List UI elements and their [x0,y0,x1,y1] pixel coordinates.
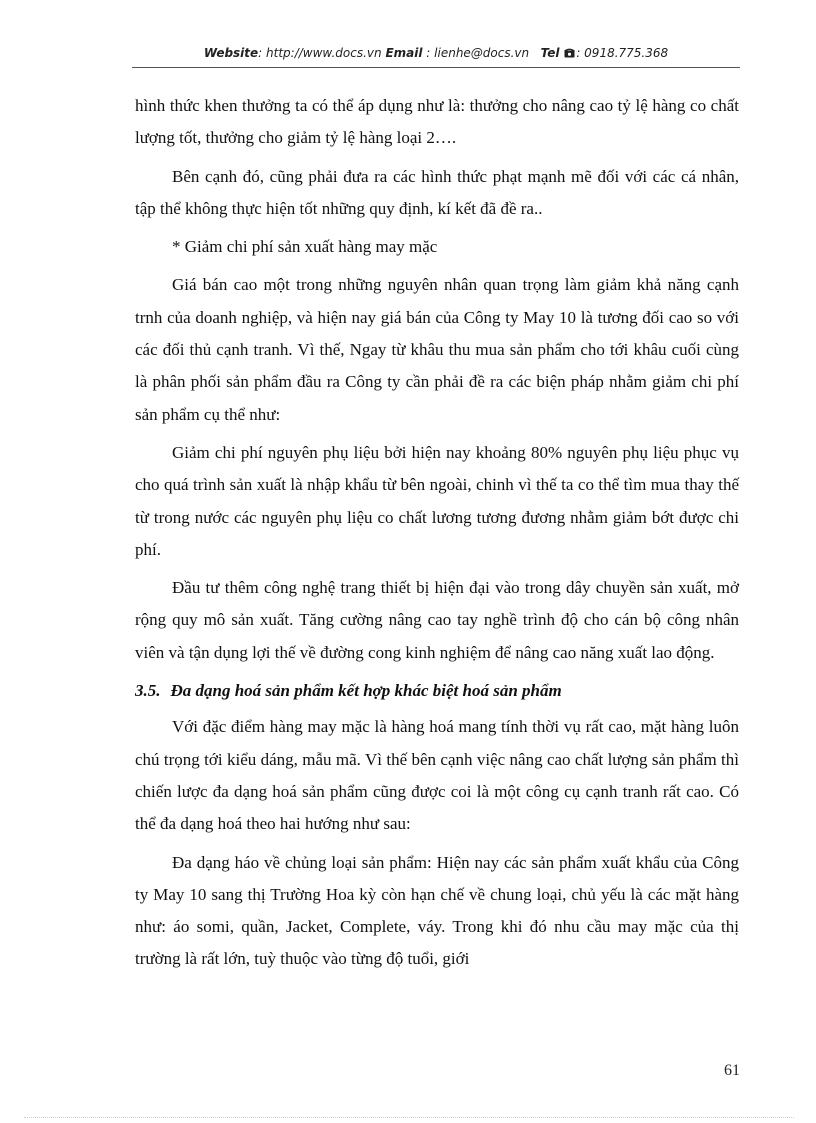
footer-divider [24,1117,794,1118]
email-address[interactable]: lienhe@docs.vn [434,46,530,60]
website-label: Website [203,46,259,60]
tel-number: 0918.775.368 [584,46,669,60]
paragraph-rewards: hình thức khen thưởng ta có thể áp dụng như là: thưởng cho nâng cao tỷ lệ hàng co chất lượng tốt, thưởng cho giảm tỷ lệ hàng loại 2…. [135,96,739,148]
section-number: 3.5. [135,681,161,701]
tel-label: Tel [540,46,560,60]
bullet-reduce-cost: * Giảm chi phí sản xuất hàng may mặc [172,237,438,257]
tel-separator: : [576,46,585,60]
paragraph-penalties: Bên cạnh đó, cũng phải đưa ra các hình thức phạt mạnh mẽ đối với các cá nhân, tập thể không thực hiện tốt những quy định, kí kết đã đề ra.. [135,166,739,218]
paragraph-product-diversification: Đa dạng háo về chủng loại sản phẩm: Hiện nay các sản phẩm xuất khẩu của Công ty May 10 sang thị Trường Hoa kỳ còn hạn chế về chung loại, chủ yếu là các mặt hàng như: áo somi, quần, Jacket, Complete, váy. Trong khi đó nhu cầu may mặc của thị trường là rất lớn, tuỳ thuộc vào từng độ tuổi, giới [135,852,739,969]
telephone-icon [564,48,575,58]
paragraph-technology-investment: Đầu tư thêm công nghệ trang thiết bị hiện đại vào trong dây chuyền sản xuất, mở rộng quy mô sản xuất. Tăng cường nâng cao tay nghề trình độ cho cán bộ công nhân viên và tận dụng lợi thế về đường cong kinh nghiệm để nâng cao năng xuất lao động. [135,578,739,662]
header-divider [132,67,740,68]
email-label: Email [385,46,423,60]
email-separator: : [422,46,435,60]
paragraph-seasonal-products: Với đặc điểm hàng may mặc là hàng hoá mang tính thời vụ rất cao, mặt hàng luôn chú trọng tới kiểu dáng, mẫu mã. Vì thế bên cạnh việc nâng cao chất lượng sản phẩm thì chiến lược đa dạng hoá sản phẩm cũng được coi là một công cụ cạnh tranh rất cao. Có thể đa dạng hoá theo hai hướng như sau: [135,717,739,834]
section-title: Đa dạng hoá sản phẩm kết hợp khác biệt hoá sản phẩm [170,681,562,701]
section-heading [135,675,739,707]
paragraph-high-price: Giá bán cao một trong những nguyên nhân quan trọng làm giảm khả năng cạnh trnh của doanh nghiệp, và hiện nay giá bán của Công ty May 10 là tương đối cao so với các đối thủ cạnh tranh. Vì thế, Ngay từ khâu thu mua sản phẩm cho tới khâu cuối cùng là phân phối sản phẩm đầu ra Công ty cần phải đề ra các biện pháp nhằm giảm chi phí sản phẩm cụ thể như: [135,275,739,424]
page-header [132,46,740,66]
paragraph-materials-cost: Giảm chi phí nguyên phụ liệu bởi hiện nay khoảng 80% nguyên phụ liệu phục vụ cho quá trình sản xuất là nhập khẩu từ bên ngoài, chinh vì thế ta co thể tìm mua thay thế từ trong nước các nguyên phụ liệu co chất lương tương đương nhằm giảm bớt được chi phí. [135,442,739,559]
page-number: 61 [724,1062,740,1079]
document-body [135,90,739,982]
website-separator: : [258,46,267,60]
website-url[interactable]: http://www.docs.vn [266,46,382,60]
